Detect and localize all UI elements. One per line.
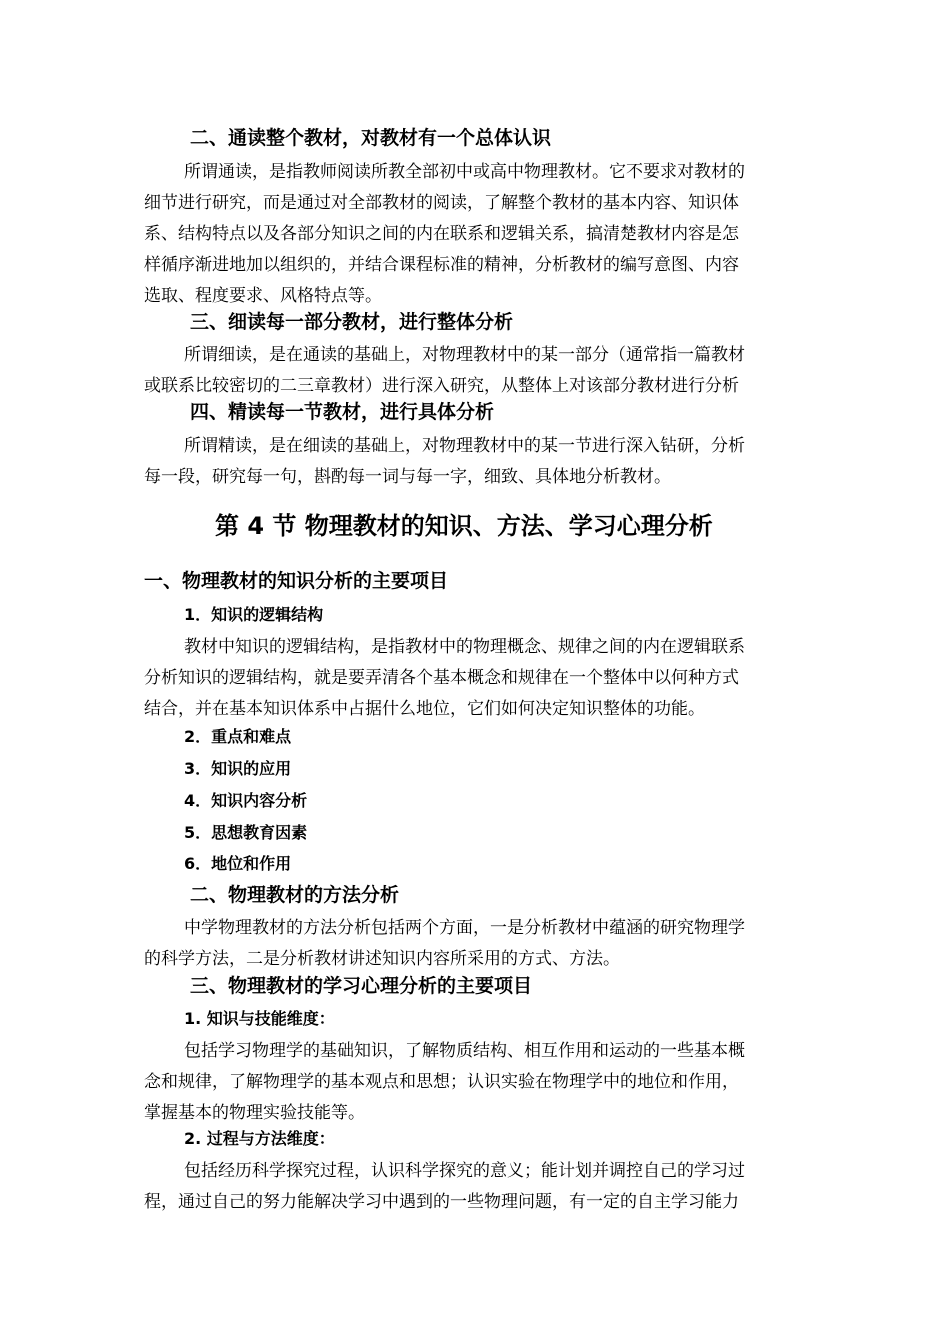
list-item-key-points: 2．重点和难点 [184, 727, 292, 746]
subheading-process-methods: 2. 过程与方法维度： [184, 1129, 335, 1148]
subheading-logic-structure: 1．知识的逻辑结构 [184, 605, 324, 624]
paragraph-line: 每一段，研究每一句，斟酌每一词与每一字，细致、具体地分析教材。 [144, 467, 671, 487]
paragraph-line: 包括经历科学探究过程，认识科学探究的意义；能计划并调控自己的学习过 [184, 1161, 745, 1181]
paragraph-line: 念和规律，了解物理学的基本观点和思想；认识实验在物理学中的地位和作用， [144, 1072, 739, 1092]
heading-method-analysis: 二、物理教材的方法分析 [190, 884, 400, 906]
paragraph-line: 细节进行研究，而是通过对全部教材的阅读，了解整个教材的基本内容、知识体 [144, 193, 739, 213]
paragraph-line: 或联系比较密切的二三章教材）进行深入研究，从整体上对该部分教材进行分析 [144, 376, 739, 396]
paragraph-line: 的科学方法，二是分析教材讲述知识内容所采用的方式、方法。 [144, 949, 620, 969]
paragraph-line: 程，通过自己的努力能解决学习中遇到的一些物理问题，有一定的自主学习能力 [144, 1192, 739, 1212]
paragraph-line: 选取、程度要求、风格特点等。 [144, 286, 382, 306]
section-title: 第 4 节 物理教材的知识、方法、学习心理分析 [215, 512, 713, 540]
subheading-knowledge-skills: 1. 知识与技能维度： [184, 1009, 335, 1028]
paragraph-line: 所谓通读，是指教师阅读所教全部初中或高中物理教材。它不要求对教材的 [184, 162, 745, 182]
paragraph-line: 分析知识的逻辑结构，就是要弄清各个基本概念和规律在一个整体中以何种方式 [144, 668, 739, 688]
paragraph-line: 系、结构特点以及各部分知识之间的内在联系和逻辑关系，搞清楚教材内容是怎 [144, 224, 739, 244]
list-item-status-and-role: 6．地位和作用 [184, 854, 292, 873]
list-item-ideological-factors: 5．思想教育因素 [184, 823, 308, 842]
paragraph-line: 所谓精读，是在细读的基础上，对物理教材中的某一节进行深入钻研，分析 [184, 436, 745, 456]
paragraph-line: 掌握基本的物理实验技能等。 [144, 1103, 365, 1123]
paragraph-line: 样循序渐进地加以组织的，并结合课程标准的精神，分析教材的编写意图、内容 [144, 255, 739, 275]
paragraph-line: 结合，并在基本知识体系中占据什么地位，它们如何决定知识整体的功能。 [144, 699, 705, 719]
paragraph-line: 所谓细读，是在通读的基础上，对物理教材中的某一部分（通常指一篇教材 [184, 345, 745, 365]
paragraph-line: 教材中知识的逻辑结构，是指教材中的物理概念、规律之间的内在逻辑联系 [184, 637, 745, 657]
heading-read-through: 二、通读整个教材，对教材有一个总体认识 [190, 127, 552, 149]
heading-learning-psychology: 三、物理教材的学习心理分析的主要项目 [190, 975, 533, 997]
paragraph-line: 包括学习物理学的基础知识，了解物质结构、相互作用和运动的一些基本概 [184, 1041, 745, 1061]
heading-intensive-read: 四、精读每一节教材，进行具体分析 [190, 401, 495, 423]
heading-knowledge-analysis: 一、物理教材的知识分析的主要项目 [144, 570, 449, 592]
list-item-application: 3．知识的应用 [184, 759, 292, 778]
paragraph-line: 中学物理教材的方法分析包括两个方面，一是分析教材中蕴涵的研究物理学 [184, 918, 745, 938]
heading-detailed-read: 三、细读每一部分教材，进行整体分析 [190, 311, 514, 333]
list-item-content-analysis: 4．知识内容分析 [184, 791, 308, 810]
